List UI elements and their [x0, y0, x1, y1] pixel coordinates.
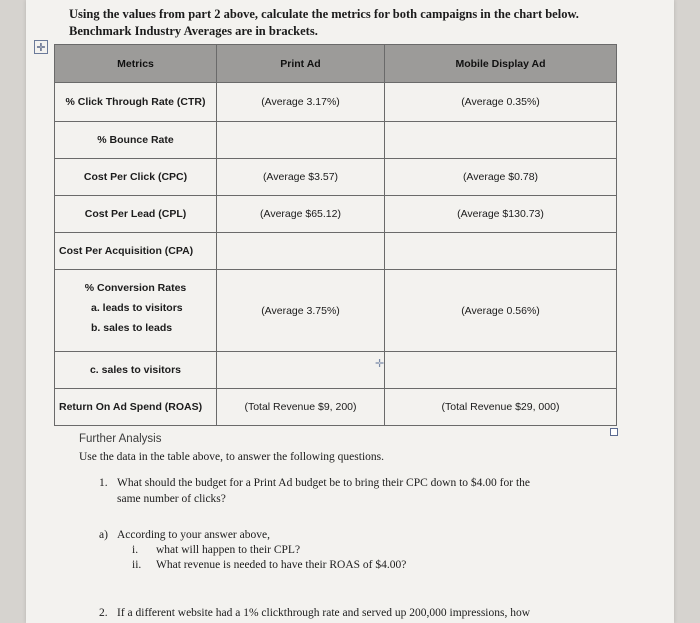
metric-sales-to-visitors: c. sales to visitors: [55, 352, 217, 389]
metric-cpl: Cost Per Lead (CPL): [55, 196, 217, 233]
metric-cpc: Cost Per Click (CPC): [55, 159, 217, 196]
table-row: [55, 196, 617, 233]
question-1-text-line-2: same number of clicks?: [117, 493, 226, 505]
instructions: [69, 6, 629, 40]
question-1a-ii-number: ii.: [132, 559, 142, 571]
print-cpl-cell[interactable]: (Average $65.12): [217, 196, 385, 233]
analysis-instruction: Use the data in the table above, to answer the following questions.: [79, 451, 384, 463]
further-analysis-heading: Further Analysis: [79, 433, 162, 445]
metric-bounce-rate: % Bounce Rate: [55, 122, 217, 159]
metric-conversion-rates: [55, 270, 217, 352]
instructions-line-2: Benchmark Industry Averages are in brackets.: [69, 24, 318, 38]
table-row: [55, 159, 617, 196]
print-roas-cell[interactable]: (Total Revenue $9, 200): [217, 389, 385, 426]
table-row: [55, 83, 617, 122]
table-header-row: [55, 45, 617, 83]
mobile-cpc-cell[interactable]: (Average $0.78): [385, 159, 617, 196]
question-1a-i-text: what will happen to their CPL?: [156, 544, 301, 556]
instructions-line-1: Using the values from part 2 above, calculate the metrics for both campaigns in the chart below.: [69, 7, 579, 21]
sales-to-leads-label: b. sales to leads: [91, 322, 173, 334]
table-row: [55, 233, 617, 270]
print-conversion-cell[interactable]: (Average 3.75%): [217, 270, 385, 352]
metric-cpa: Cost Per Acquisition (CPA): [55, 233, 217, 270]
table-move-icon[interactable]: ✛: [34, 40, 48, 54]
question-2-number: 2.: [99, 607, 108, 619]
print-bounce-cell[interactable]: [217, 122, 385, 159]
table-resize-handle[interactable]: [610, 428, 618, 436]
print-cpa-cell[interactable]: [217, 233, 385, 270]
mobile-ctr-cell[interactable]: (Average 0.35%): [385, 83, 617, 122]
document-page: [26, 0, 674, 623]
metric-ctr: % Click Through Rate (CTR): [55, 83, 217, 122]
metrics-table: [54, 44, 617, 426]
print-cpc-cell[interactable]: (Average $3.57): [217, 159, 385, 196]
mobile-sales-to-visitors-cell[interactable]: [385, 352, 617, 389]
mobile-conversion-cell[interactable]: (Average 0.56%): [385, 270, 617, 352]
question-1a: [99, 528, 270, 543]
question-1a-i-number: i.: [132, 544, 139, 556]
question-1: [99, 476, 599, 491]
question-1a-ii-text: What revenue is needed to have their ROAS of $4.00?: [156, 559, 407, 571]
question-1a-text: According to your answer above,: [117, 529, 270, 541]
question-1-text-line-1: What should the budget for a Print Ad budget be to bring their CPC down to $4.00 for the: [117, 477, 530, 489]
print-ctr-cell[interactable]: (Average 3.17%): [217, 83, 385, 122]
question-1-number: 1.: [99, 477, 108, 489]
question-1a-ii: [132, 558, 406, 573]
mobile-roas-cell[interactable]: (Total Revenue $29, 000): [385, 389, 617, 426]
question-2: [99, 606, 659, 621]
header-metrics: Metrics: [55, 45, 217, 83]
mobile-cpa-cell[interactable]: [385, 233, 617, 270]
question-1a-label: a): [99, 529, 108, 541]
crosshair-cursor-icon: ✛: [375, 357, 385, 370]
leads-to-visitors-label: a. leads to visitors: [91, 302, 183, 314]
table-row: [55, 352, 617, 389]
metric-roas: Return On Ad Spend (ROAS): [55, 389, 217, 426]
conversion-rates-label: % Conversion Rates: [84, 282, 187, 294]
mobile-bounce-cell[interactable]: [385, 122, 617, 159]
header-print-ad: Print Ad: [217, 45, 385, 83]
table-row: [55, 389, 617, 426]
print-sales-to-visitors-cell[interactable]: [217, 352, 385, 389]
header-mobile-display-ad: Mobile Display Ad: [385, 45, 617, 83]
question-1a-i: [132, 543, 300, 558]
question-2-text: If a different website had a 1% clickthrough rate and served up 200,000 impressions, how: [117, 607, 531, 619]
table-row: [55, 270, 617, 352]
mobile-cpl-cell[interactable]: (Average $130.73): [385, 196, 617, 233]
table-row: [55, 122, 617, 159]
